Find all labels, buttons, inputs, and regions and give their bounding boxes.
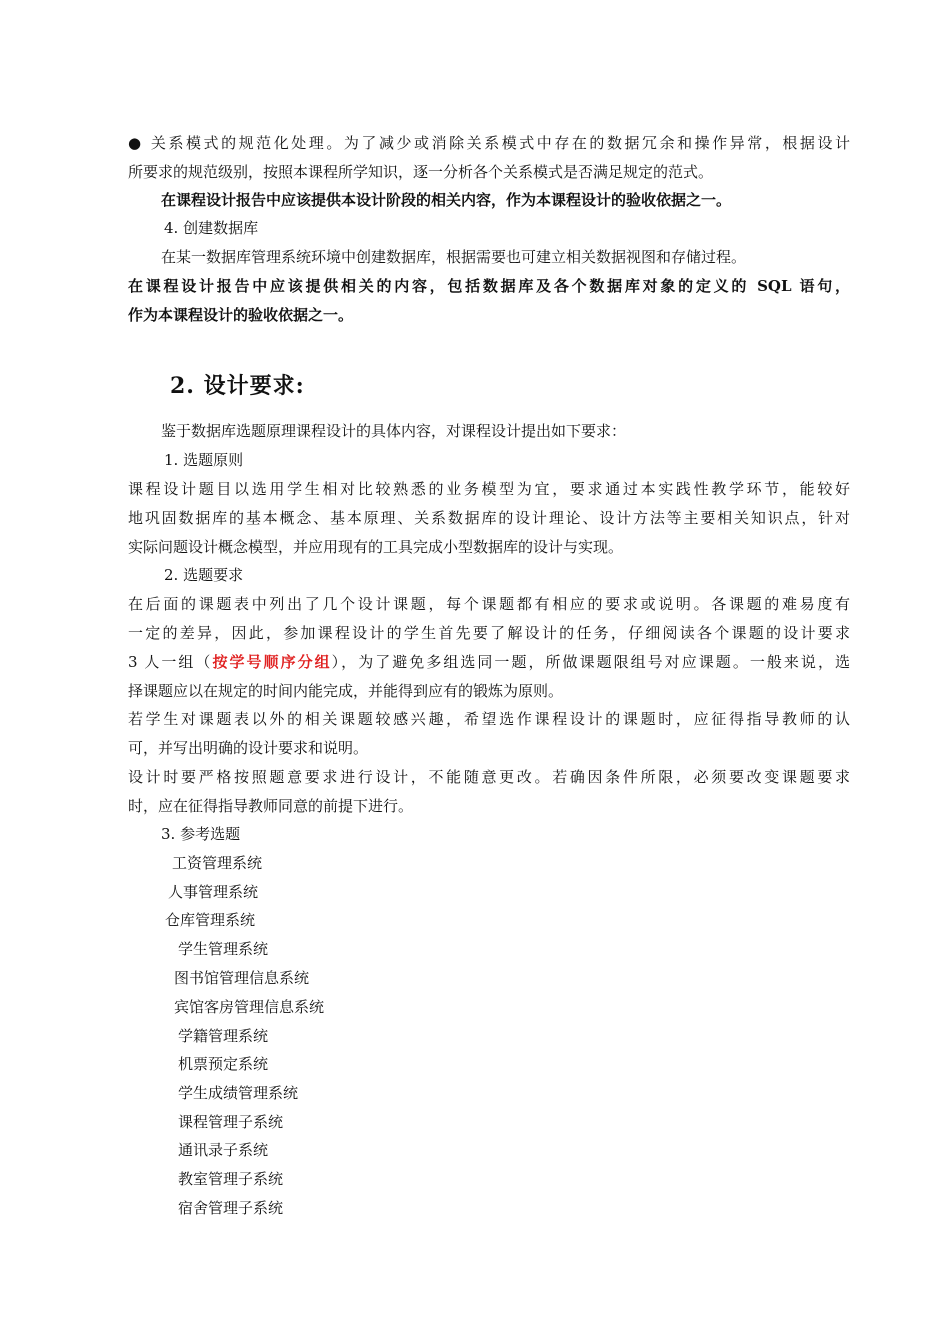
topic-requirement-line3 — [128, 652, 850, 672]
custom-topic-line2: 可，并写出明确的设计要求和说明。 — [128, 739, 369, 757]
topic-principle-title: 1. 选题原则 — [164, 451, 244, 469]
topic-item: 学生成绩管理系统 — [178, 1084, 299, 1102]
topic-item: 人事管理系统 — [168, 883, 259, 901]
acceptance-note-2-line2: 作为本课程设计的验收依据之一。 — [128, 306, 354, 324]
acceptance-note-2-line1: 在课程设计报告中应该提供相关的内容，包括数据库及各个数据库对象的定义的 SQL 语句， — [128, 277, 850, 295]
topic-requirement-line2: 一定的差异，因此，参加课程设计的学生首先要了解设计的任务，仔细阅读各个课题的设计要求 — [128, 624, 850, 642]
topic-item: 通讯录子系统 — [178, 1141, 269, 1159]
topic-item: 仓库管理系统 — [165, 911, 256, 929]
topic-item: 教室管理子系统 — [178, 1170, 284, 1188]
topic-principle-line3: 实际问题设计概念模型，并应用现有的工具完成小型数据库的设计与实现。 — [128, 538, 624, 556]
reference-topics-title: 3. 参考选题 — [161, 825, 241, 843]
group-rule-continuation: ），为了避免多组选同一题，所做课题限组号对应课题。一般来说，选 — [331, 653, 850, 671]
grouping-rule-highlight: 按学号顺序分组 — [212, 653, 332, 671]
step4-title: 4. 创建数据库 — [164, 219, 259, 237]
custom-topic-line1: 若学生对课题表以外的相关课题较感兴趣，希望选作课程设计的课题时，应征得指导教师的认 — [128, 710, 850, 728]
design-rule-line1: 设计时要严格按照题意要求进行设计，不能随意更改。若确因条件所限，必须要改变课题要求 — [128, 768, 850, 786]
topic-requirement-line1: 在后面的课题表中列出了几个设计课题，每个课题都有相应的要求或说明。各课题的难易度有 — [128, 595, 850, 613]
requirements-intro: 鉴于数据库选题原理课程设计的具体内容，对课程设计提出如下要求： — [161, 422, 627, 440]
acceptance-note-1: 在课程设计报告中应该提供本设计阶段的相关内容，作为本课程设计的验收依据之一。 — [161, 191, 732, 209]
topic-requirement-line4: 择课题应以在规定的时间内能完成，并能得到应有的锻炼为原则。 — [128, 682, 564, 700]
bullet-normalization-line2: 所要求的规范级别，按照本课程所学知识，逐一分析各个关系模式是否满足规定的范式。 — [128, 163, 714, 181]
topic-item: 图书馆管理信息系统 — [174, 969, 310, 987]
group-size-text: 3 人一组（ — [128, 653, 213, 671]
topic-principle-line1: 课程设计题目以选用学生相对比较熟悉的业务模型为宜，要求通过本实践性教学环节，能较好 — [128, 480, 850, 498]
section-heading-design-requirements: 2. 设计要求: — [170, 373, 305, 399]
topic-requirement-title: 2. 选题要求 — [164, 566, 244, 584]
design-rule-line2: 时，应在征得指导教师同意的前提下进行。 — [128, 797, 414, 815]
topic-item: 宾馆客房管理信息系统 — [174, 998, 325, 1016]
topic-item: 工资管理系统 — [172, 854, 263, 872]
step4-text: 在某一数据库管理系统环境中创建数据库，根据需要也可建立相关数据视图和存储过程。 — [161, 248, 747, 266]
topic-item: 学籍管理系统 — [178, 1027, 269, 1045]
topic-principle-line2: 地巩固数据库的基本概念、基本原理、关系数据库的设计理论、设计方法等主要相关知识点，针对 — [128, 509, 850, 527]
topic-item: 机票预定系统 — [178, 1055, 269, 1073]
topic-item: 宿舍管理子系统 — [178, 1199, 284, 1217]
topic-item: 学生管理系统 — [178, 940, 269, 958]
topic-item: 课程管理子系统 — [178, 1113, 284, 1131]
bullet-normalization-line1: ● 关系模式的规范化处理。为了减少或消除关系模式中存在的数据冗余和操作异常，根据设计 — [128, 134, 850, 152]
